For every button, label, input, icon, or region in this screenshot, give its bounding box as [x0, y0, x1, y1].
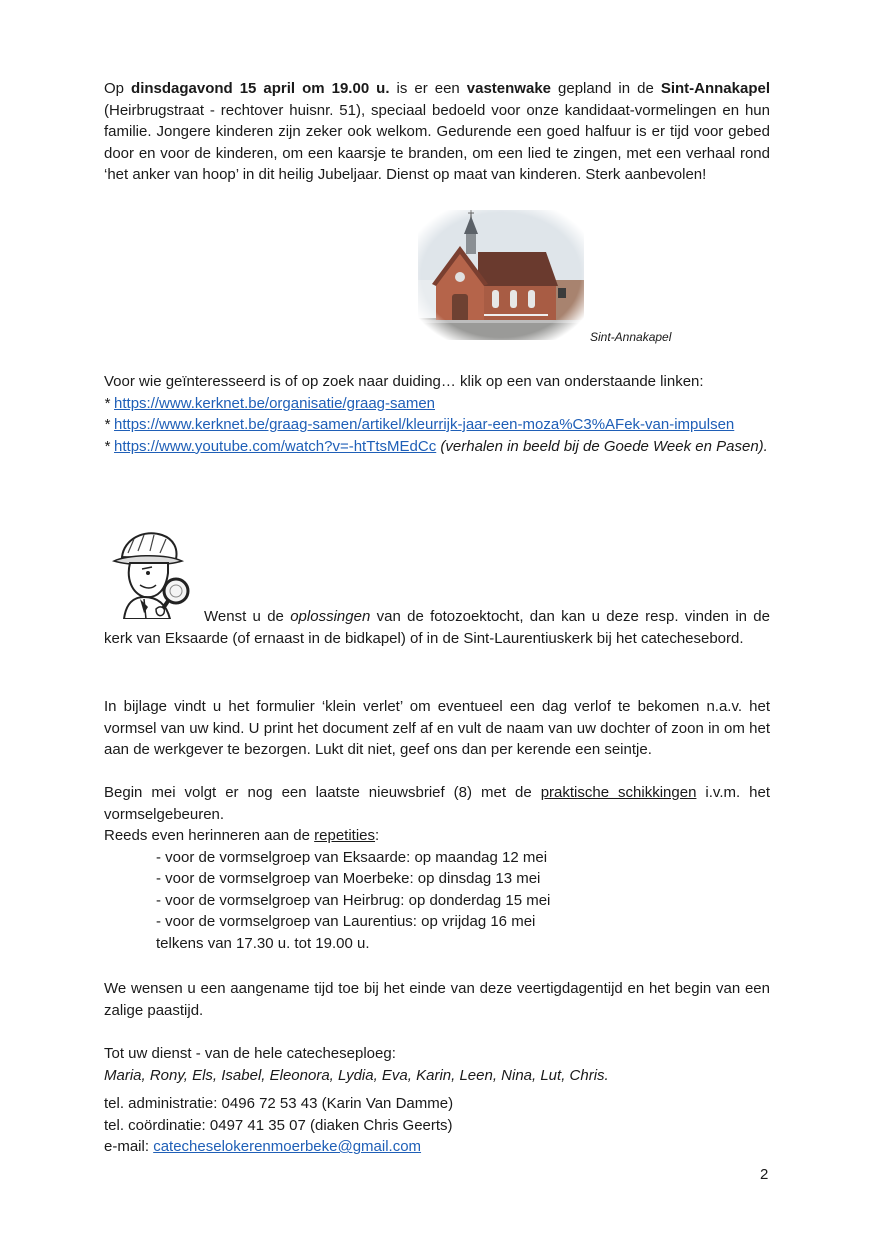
- closing-section: [104, 1043, 770, 1086]
- email-label: e-mail:: [104, 1138, 154, 1155]
- repetitie-moerbeke: - voor de vormselgroep van Moerbeke: op dinsdag 13 mei: [156, 870, 541, 887]
- bullet-star-2: *: [104, 416, 110, 433]
- contact-admin: tel. administratie: 0496 72 53 43 (Karin Van Damme): [104, 1095, 454, 1112]
- links-lead: Voor wie geïnteresseerd is of op zoek naar duiding… klik op een van onderstaande linken:: [104, 373, 704, 390]
- chapel-photo: [418, 210, 584, 340]
- repetities-colon: :: [375, 827, 380, 844]
- fotozoektocht-text-1: Wenst u de: [204, 608, 291, 625]
- link-youtube[interactable]: https://www.youtube.com/watch?v=-htTtsMEdCc: [114, 437, 437, 455]
- repetities-word: repetities: [314, 827, 376, 844]
- intro-text-4: (Heirbrugstraat - rechtover huisnr. 51), speciaal bedoeld voor onze kandidaat-vormelingen en hun familie. Jongere kinderen zijn zeker ook welkom. Gedurende een goed halfuur is er tijd voor gebed door en voor de kinderen, om een kaarsje te branden, om een lied te zingen, met een verhaal rond ‘het anker van hoop’ in dit heilig Jubeljaar. Dienst op maat van kinderen. Sterk aanbevolen!: [104, 101, 770, 183]
- bullet-star-1: *: [104, 394, 110, 412]
- intro-location: Sint-Annakapel: [660, 80, 771, 97]
- repetitie-heirbrug: - voor de vormselgroep van Heirbrug: op donderdag 15 mei: [156, 891, 551, 909]
- intro-text-3: gepland in de: [551, 80, 661, 97]
- contact-section: [104, 1093, 770, 1158]
- repetitie-eksaarde: - voor de vormselgroep van Eksaarde: op maandag 12 mei: [156, 848, 548, 866]
- links-section: [104, 371, 770, 457]
- link-kleurrijk-jaar[interactable]: https://www.kerknet.be/graag-samen/artikel/kleurrijk-jaar-een-moza%C3%AFek-van-impulsen: [114, 416, 735, 433]
- intro-text-2: is er een: [389, 80, 467, 97]
- repetities-section: [104, 825, 770, 954]
- chapel-caption: Sint-Annakapel: [590, 330, 672, 344]
- intro-event: vastenwake: [466, 80, 552, 97]
- repetitie-laurentius: - voor de vormselgroep van Laurentius: op vrijdag 16 mei: [156, 913, 536, 930]
- repetities-lead: Reeds even herinneren aan de: [104, 827, 315, 844]
- contact-coord: tel. coördinatie: 0497 41 35 07 (diaken Chris Geerts): [104, 1116, 453, 1134]
- bullet-star-3: *: [104, 437, 110, 455]
- youtube-note: (verhalen in beeld bij de Goede Week en Pasen).: [436, 437, 768, 455]
- closing-line: Tot uw dienst - van de hele catecheseploeg:: [104, 1045, 396, 1062]
- nieuwsbrief-text-2: i.v.m. het vormselgebeuren.: [104, 784, 771, 823]
- repetitie-time: telkens van 17.30 u. tot 19.00 u.: [156, 934, 370, 952]
- fotozoektocht-text-2: van de fotozoektocht, dan kan u deze resp. vinden in de kerk van Eksaarde (of ernaast in de bidkapel) of in de Sint-Laurentiuskerk bij het catechesebord.: [104, 608, 770, 647]
- wish-paragraph: We wensen u een aangename tijd toe bij het einde van deze veertigdagentijd en het begin van een zalige paastijd.: [104, 980, 770, 1019]
- detective-illustration: [104, 523, 200, 619]
- intro-paragraph: [104, 78, 770, 186]
- email-link[interactable]: catecheselokerenmoerbeke@gmail.com: [153, 1138, 422, 1155]
- nieuwsbrief-paragraph: [104, 782, 770, 825]
- intro-date: dinsdagavond 15 april om 19.00 u.: [131, 80, 390, 97]
- fotozoektocht-paragraph: [104, 606, 770, 649]
- fotozoektocht-oplossingen: oplossingen: [290, 608, 371, 625]
- verlet-paragraph: In bijlage vindt u het formulier ‘klein verlet’ om eventueel een dag verlof te bekomen n.a.v. het vormsel van uw kind. U print het document zelf af en vult de naam van uw dochter of zoon in om het aan de werkgever te bezorgen. Lukt dit niet, geef ons dan per kerende een seintje.: [104, 698, 770, 758]
- nieuwsbrief-text-1: Begin mei volgt er nog een laatste nieuwsbrief (8) met de: [104, 784, 541, 801]
- link-graag-samen[interactable]: https://www.kerknet.be/organisatie/graag-samen: [114, 394, 436, 412]
- intro-text-1: Op: [104, 80, 132, 97]
- praktische-schikkingen: praktische schikkingen: [540, 784, 697, 801]
- page-number: 2: [760, 1166, 769, 1183]
- team-names: Maria, Rony, Els, Isabel, Eleonora, Lydia, Eva, Karin, Leen, Nina, Lut, Chris.: [104, 1066, 609, 1084]
